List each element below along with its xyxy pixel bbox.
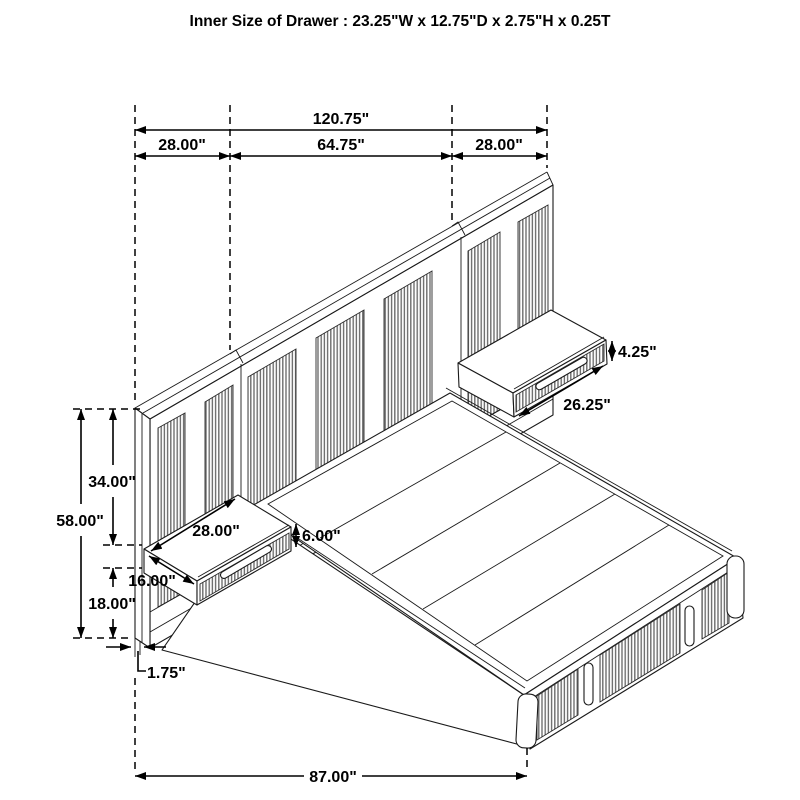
label-right-section-width: 28.00" [475,137,523,154]
label-nightstand-width: 28.00" [192,523,240,540]
headboard-cap-right-end [547,172,553,185]
bed-front-corner-post [516,694,539,749]
figure-title: Inner Size of Drawer : 23.25"W x 12.75"D x 2.75"H x 0.25T [189,13,611,30]
label-headboard-thickness: 1.75" [147,665,186,682]
label-upper-height: 34.00" [88,474,136,491]
label-drawer-face-width: 26.25" [563,397,611,414]
label-drawer-face-height: 4.25" [618,344,657,361]
label-nightstand-depth: 16.00" [128,573,176,590]
headboard-left-side [135,408,150,648]
label-lower-height: 18.00" [88,596,136,613]
bed-right-corner-post [727,556,744,618]
label-left-section-width: 28.00" [158,137,206,154]
label-nightstand-height: 6.00" [302,528,341,545]
footboard-handle [584,663,593,705]
label-headboard-total-width: 120.75" [312,111,370,128]
thickness-leader [138,651,146,671]
label-headboard-height: 58.00" [56,513,104,530]
label-center-section-width: 64.75" [317,137,365,154]
footboard-handle [685,606,694,646]
label-bed-length: 87.00" [309,769,357,786]
